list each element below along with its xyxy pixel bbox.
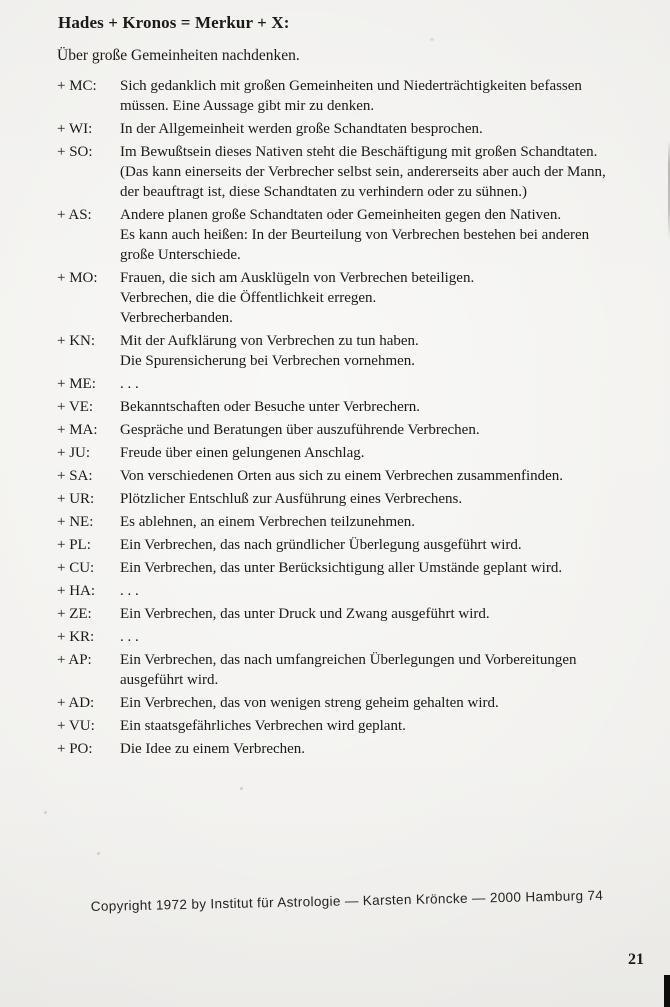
entry-line: Ein Verbrechen, das nach gründlicher Überlegung ausgeführt wird.: [120, 537, 522, 553]
entry-label: + AD:: [57, 695, 95, 711]
entry-label: + VU:: [57, 718, 95, 734]
entry-label: + WI:: [57, 121, 93, 137]
entry-body: [120, 466, 660, 486]
entry-body: [120, 627, 660, 647]
entry-body: [120, 268, 660, 328]
entry-line: Die Spurensicherung bei Verbrechen vornehmen.: [120, 353, 416, 369]
entry-row: [57, 205, 660, 265]
entry-label: + SA:: [57, 468, 93, 484]
entry-body: [120, 397, 660, 417]
page-title: Hades + Kronos = Merkur + X:: [58, 13, 290, 32]
entry-body: [120, 693, 660, 713]
entry-row: [57, 374, 660, 394]
entry-label: + MC:: [57, 78, 97, 94]
entry-line: ausgeführt wird.: [120, 672, 219, 688]
entry-row: [57, 397, 660, 417]
entry-line: große Unterschiede.: [120, 247, 241, 263]
entry-label: + ME:: [57, 376, 96, 392]
intro-text: Über große Gemeinheiten nachdenken.: [57, 47, 300, 64]
entry-row: [57, 331, 660, 371]
entry-body: [120, 119, 660, 139]
entry-body: [120, 489, 660, 509]
entry-line: In der Allgemeinheit werden große Schandtaten besprochen.: [120, 121, 483, 137]
entry-body: [120, 739, 660, 759]
entry-body: [120, 142, 660, 202]
entry-line: der beauftragt ist, diese Schandtaten zu verhindern oder zu sühnen.): [120, 184, 527, 200]
entries-list: [57, 76, 660, 759]
entry-body: [120, 650, 660, 690]
entry-label: + CU:: [57, 560, 95, 576]
entry-label: + JU:: [57, 445, 91, 461]
page-content: [57, 13, 660, 762]
entry-line: müssen. Eine Aussage gibt mir zu denken.: [120, 98, 375, 114]
entry-row: [57, 581, 660, 601]
entry-body: [120, 512, 660, 532]
entry-row: [57, 604, 660, 624]
entry-line: Ein Verbrechen, das unter Druck und Zwang ausgeführt wird.: [120, 606, 490, 622]
entry-label: + MA:: [57, 422, 98, 438]
entry-line: . . .: [120, 583, 139, 599]
entry-label: + MO:: [57, 270, 98, 286]
entry-row: [57, 716, 660, 736]
scan-speck: [97, 852, 100, 855]
entry-label: + PL:: [57, 537, 91, 553]
entry-line: Ein Verbrechen, das von wenigen streng geheim gehalten wird.: [120, 695, 499, 711]
scan-corner-bar: [664, 975, 670, 1007]
entry-line: Andere planen große Schandtaten oder Gemeinheiten gegen den Nativen.: [120, 207, 562, 223]
entry-row: [57, 466, 660, 486]
entry-line: Von verschiedenen Orten aus sich zu einem Verbrechen zusammenfinden.: [120, 468, 564, 484]
entry-line: Ein Verbrechen, das nach umfangreichen Überlegungen und Vorbereitungen: [120, 652, 577, 668]
entry-line: Frauen, die sich am Ausklügeln von Verbrechen beteiligen.: [120, 270, 475, 286]
entry-body: [120, 558, 660, 578]
entry-body: [120, 420, 660, 440]
entry-line: Gespräche und Beratungen über auszuführende Verbrechen.: [120, 422, 480, 438]
entry-label: + AS:: [57, 207, 92, 223]
entry-label: + NE:: [57, 514, 94, 530]
entry-label: + VE:: [57, 399, 94, 415]
entry-label: + HA:: [57, 583, 96, 599]
entry-line: Es ablehnen, an einem Verbrechen teilzunehmen.: [120, 514, 416, 530]
entry-body: [120, 581, 660, 601]
entry-row: [57, 420, 660, 440]
entry-body: [120, 205, 660, 265]
entry-body: [120, 374, 660, 394]
entry-line: Bekanntschaften oder Besuche unter Verbrechern.: [120, 399, 421, 415]
page-number: 21: [628, 951, 644, 968]
entry-row: [57, 558, 660, 578]
entry-line: Die Idee zu einem Verbrechen.: [120, 741, 306, 757]
entry-row: [57, 142, 660, 202]
entry-label: + AP:: [57, 652, 92, 668]
entry-line: (Das kann einerseits der Verbrecher selbst sein, andererseits aber auch der Mann,: [120, 164, 606, 180]
entry-row: [57, 119, 660, 139]
entry-body: [120, 331, 660, 371]
entry-line: Sich gedanklich mit großen Gemeinheiten und Niederträchtigkeiten befassen: [120, 78, 582, 94]
entry-line: Plötzlicher Entschluß zur Ausführung eines Verbrechens.: [120, 491, 463, 507]
scan-speck: [240, 787, 243, 790]
entry-line: Ein staatsgefährliches Verbrechen wird geplant.: [120, 718, 406, 734]
entry-row: [57, 535, 660, 555]
entry-label: + UR:: [57, 491, 95, 507]
entry-body: [120, 604, 660, 624]
entry-line: . . .: [120, 629, 139, 645]
entry-row: [57, 693, 660, 713]
entry-row: [57, 489, 660, 509]
entry-label: + SO:: [57, 144, 93, 160]
entry-row: [57, 512, 660, 532]
entry-label: + KR:: [57, 629, 95, 645]
entry-body: [120, 443, 660, 463]
entry-label: + ZE:: [57, 606, 92, 622]
entry-label: + PO:: [57, 741, 93, 757]
entry-row: [57, 443, 660, 463]
entry-row: [57, 650, 660, 690]
entry-line: Ein Verbrechen, das unter Berücksichtigung aller Umstände geplant wird.: [120, 560, 563, 576]
entry-line: Verbrecherbanden.: [120, 310, 233, 326]
copyright-line: Copyright 1972 by Institut für Astrologie — Karsten Kröncke — 2000 Hamburg 74: [90, 887, 604, 914]
entry-label: + KN:: [57, 333, 96, 349]
entry-body: [120, 76, 660, 116]
entry-line: Mit der Aufklärung von Verbrechen zu tun haben.: [120, 333, 419, 349]
entry-body: [120, 535, 660, 555]
entry-line: Freude über einen gelungenen Anschlag.: [120, 445, 365, 461]
entry-line: . . .: [120, 376, 139, 392]
entry-body: [120, 716, 660, 736]
entry-line: Verbrechen, die die Öffentlichkeit erregen.: [120, 290, 377, 306]
entry-row: [57, 739, 660, 759]
entry-row: [57, 627, 660, 647]
entry-line: Es kann auch heißen: In der Beurteilung von Verbrechen bestehen bei anderen: [120, 227, 590, 243]
scan-speck: [430, 38, 434, 41]
scan-speck: [44, 811, 47, 814]
entry-line: Im Bewußtsein dieses Nativen steht die Beschäftigung mit großen Schandtaten.: [120, 144, 598, 160]
entry-row: [57, 268, 660, 328]
entry-row: [57, 76, 660, 116]
